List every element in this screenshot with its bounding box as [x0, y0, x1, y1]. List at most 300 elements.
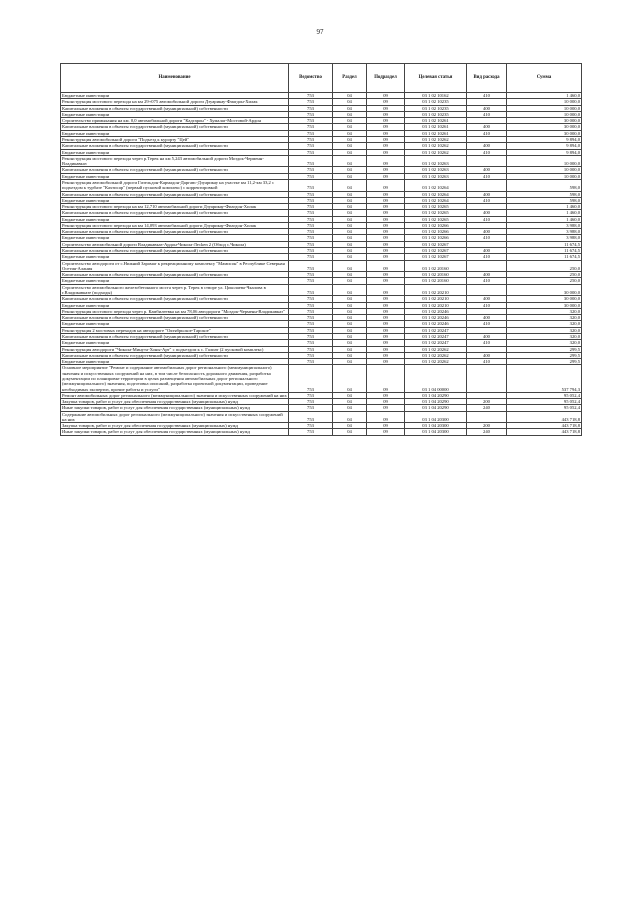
cell-target-code: 03 1 02 10261 [405, 124, 467, 130]
cell-subsection: 09 [367, 392, 405, 398]
cell-subsection: 09 [367, 210, 405, 216]
table-row [61, 260, 582, 272]
header-section: Раздел [333, 64, 367, 93]
cell-section: 04 [333, 248, 367, 254]
cell-section: 04 [333, 278, 367, 284]
cell-section: 04 [333, 302, 367, 308]
cell-expense-type [467, 260, 507, 272]
cell-subsection: 09 [367, 278, 405, 284]
cell-target-code: 03 1 02 10264 [405, 179, 467, 191]
cell-dept: 753 [289, 429, 333, 435]
cell-target-code: 03 1 02 10261 [405, 118, 467, 124]
cell-expense-type: 400 [467, 210, 507, 216]
cell-section: 04 [333, 429, 367, 435]
cell-sum: 10 000,0 [507, 111, 582, 117]
cell-sum: 250,0 [507, 260, 582, 272]
cell-subsection: 09 [367, 149, 405, 155]
cell-target-code: 03 1 04 20290 [405, 392, 467, 398]
cell-expense-type: 410 [467, 302, 507, 308]
cell-subsection: 09 [367, 429, 405, 435]
cell-sum: 10 000,0 [507, 167, 582, 173]
cell-target-code: 03 1 02 10235 [405, 99, 467, 105]
cell-expense-type: 410 [467, 197, 507, 203]
cell-expense-type: 400 [467, 296, 507, 302]
cell-target-code: 03 1 02 20262 [405, 359, 467, 365]
cell-section: 04 [333, 241, 367, 247]
cell-sum: 320,0 [507, 308, 582, 314]
cell-sum: 95 052,4 [507, 399, 582, 405]
cell-sum: 3 988,0 [507, 222, 582, 228]
cell-sum: 30 000,0 [507, 284, 582, 296]
cell-dept: 753 [289, 167, 333, 173]
cell-sum: 30 000,0 [507, 302, 582, 308]
cell-expense-type: 410 [467, 173, 507, 179]
cell-subsection: 09 [367, 315, 405, 321]
table-row [61, 284, 582, 296]
cell-subsection: 09 [367, 111, 405, 117]
cell-subsection: 09 [367, 365, 405, 392]
cell-target-code: 03 1 02 10262 [405, 149, 467, 155]
cell-expense-type: 400 [467, 167, 507, 173]
cell-name: Закупка товаров, работ и услуг для обеспечения государственных (муниципальных) нужд [61, 423, 289, 429]
cell-subsection: 09 [367, 248, 405, 254]
cell-sum: 598,0 [507, 191, 582, 197]
cell-name: Капитальные вложения в объекты государственной (муниципальной) собственности [61, 272, 289, 278]
cell-section: 04 [333, 365, 367, 392]
cell-sum: 1 460,0 [507, 204, 582, 210]
cell-name: Бюджетные инвестиции [61, 93, 289, 99]
cell-subsection: 09 [367, 399, 405, 405]
cell-dept: 753 [289, 333, 333, 339]
cell-subsection: 09 [367, 333, 405, 339]
cell-dept: 753 [289, 210, 333, 216]
cell-subsection: 09 [367, 321, 405, 327]
cell-sum: 443 718,8 [507, 423, 582, 429]
cell-section: 04 [333, 327, 367, 333]
cell-expense-type: 410 [467, 216, 507, 222]
cell-dept: 753 [289, 222, 333, 228]
cell-dept: 753 [289, 204, 333, 210]
cell-sum: 3 988,0 [507, 229, 582, 235]
cell-expense-type: 400 [467, 315, 507, 321]
cell-name: Бюджетные инвестиции [61, 216, 289, 222]
cell-dept: 753 [289, 365, 333, 392]
cell-name: Бюджетные инвестиции [61, 278, 289, 284]
table-row [61, 365, 582, 392]
cell-sum: 250,0 [507, 278, 582, 284]
cell-target-code: 03 1 02 10265 [405, 204, 467, 210]
cell-sum: 30 000,0 [507, 296, 582, 302]
cell-name: Реконструкция мостового перехода на км 14,093 автомобильной дороги Дзуарикау-Фиагдон-Хилак [61, 222, 289, 228]
cell-sum: 299,5 [507, 359, 582, 365]
cell-expense-type [467, 179, 507, 191]
cell-target-code: 03 1 02 20160 [405, 278, 467, 284]
cell-dept: 753 [289, 216, 333, 222]
cell-target-code: 03 1 04 20300 [405, 423, 467, 429]
cell-subsection: 09 [367, 272, 405, 278]
cell-expense-type: 400 [467, 229, 507, 235]
cell-sum: 299,5 [507, 352, 582, 358]
cell-name: Капитальные вложения в объекты государственной (муниципальной) собственности [61, 167, 289, 173]
cell-sum: 9 894,0 [507, 149, 582, 155]
cell-subsection: 09 [367, 296, 405, 302]
cell-section: 04 [333, 179, 367, 191]
cell-subsection: 09 [367, 235, 405, 241]
cell-sum: 30 000,0 [507, 118, 582, 124]
cell-dept: 753 [289, 155, 333, 167]
cell-sum: 1 460,0 [507, 216, 582, 222]
cell-sum: 443 718,8 [507, 429, 582, 435]
cell-section: 04 [333, 216, 367, 222]
cell-target-code: 03 1 02 10262 [405, 136, 467, 142]
cell-dept: 753 [289, 315, 333, 321]
cell-subsection: 09 [367, 229, 405, 235]
table-header-row [61, 64, 582, 93]
cell-section: 04 [333, 411, 367, 423]
cell-sum: 1 460,0 [507, 93, 582, 99]
cell-name: Капитальные вложения в объекты государственной (муниципальной) собственности [61, 315, 289, 321]
cell-expense-type: 410 [467, 254, 507, 260]
cell-target-code: 03 1 02 20262 [405, 346, 467, 352]
cell-section: 04 [333, 111, 367, 117]
cell-name: Капитальные вложения в объекты государственной (муниципальной) собственности [61, 229, 289, 235]
cell-name: Строительство автомобильной дороги Владикавказ-Ардон-Чикола-Лесken 2 (Обход с.Чикола) [61, 241, 289, 247]
cell-dept: 753 [289, 111, 333, 117]
cell-expense-type: 410 [467, 278, 507, 284]
cell-expense-type [467, 411, 507, 423]
cell-name: Капитальные вложения в объекты государственной (муниципальной) собственности [61, 248, 289, 254]
cell-sum: 10 000,0 [507, 155, 582, 167]
cell-name: Бюджетные инвестиции [61, 130, 289, 136]
cell-sum: 3 988,0 [507, 235, 582, 241]
cell-section: 04 [333, 321, 367, 327]
cell-expense-type: 400 [467, 248, 507, 254]
cell-name: Реконструкция мостового перехода на км 29+075 автомобильной дороги Дзуарикау-Фиагдон-Хилак [61, 99, 289, 105]
cell-subsection: 09 [367, 167, 405, 173]
cell-name: Реконструкция мостового перехода на км 12,710 автомобильной дороги Дзуарикау-Фиагдон-Хилак [61, 204, 289, 210]
cell-section: 04 [333, 167, 367, 173]
cell-sum: 320,0 [507, 327, 582, 333]
cell-section: 04 [333, 272, 367, 278]
cell-expense-type: 400 [467, 105, 507, 111]
cell-section: 04 [333, 260, 367, 272]
cell-target-code: 03 1 02 20160 [405, 260, 467, 272]
cell-name: Бюджетные инвестиции [61, 197, 289, 203]
cell-section: 04 [333, 105, 367, 111]
cell-sum: 443 718,8 [507, 411, 582, 423]
cell-subsection: 09 [367, 260, 405, 272]
cell-target-code: 03 1 02 10266 [405, 222, 467, 228]
cell-dept: 753 [289, 359, 333, 365]
cell-expense-type [467, 155, 507, 167]
cell-name: Бюджетные инвестиции [61, 235, 289, 241]
cell-name: Капитальные вложения в объекты государственной (муниципальной) собственности [61, 210, 289, 216]
cell-subsection: 09 [367, 118, 405, 124]
cell-name: Капитальные вложения в объекты государственной (муниципальной) собственности [61, 352, 289, 358]
cell-target-code: 03 1 02 10162 [405, 93, 467, 99]
cell-subsection: 09 [367, 143, 405, 149]
cell-dept: 753 [289, 405, 333, 411]
cell-target-code: 03 1 02 10266 [405, 229, 467, 235]
cell-dept: 753 [289, 284, 333, 296]
cell-expense-type: 200 [467, 399, 507, 405]
header-sum: Сумма [507, 64, 582, 93]
cell-dept: 753 [289, 296, 333, 302]
cell-target-code: 03 1 02 10265 [405, 210, 467, 216]
header-name: Наименование [61, 64, 289, 93]
cell-subsection: 09 [367, 411, 405, 423]
cell-sum: 9 894,0 [507, 136, 582, 142]
cell-subsection: 09 [367, 327, 405, 333]
cell-name: Капитальные вложения в объекты государственной (муниципальной) собственности [61, 124, 289, 130]
cell-expense-type: 240 [467, 405, 507, 411]
cell-sum: 30 000,0 [507, 124, 582, 130]
cell-section: 04 [333, 173, 367, 179]
cell-expense-type: 410 [467, 359, 507, 365]
cell-target-code: 03 1 02 10267 [405, 248, 467, 254]
cell-subsection: 09 [367, 191, 405, 197]
cell-name: Капитальные вложения в объекты государственной (муниципальной) собственности [61, 143, 289, 149]
cell-dept: 753 [289, 241, 333, 247]
cell-dept: 753 [289, 143, 333, 149]
cell-section: 04 [333, 352, 367, 358]
cell-target-code: 03 1 04 00000 [405, 365, 467, 392]
cell-expense-type: 410 [467, 340, 507, 346]
cell-section: 04 [333, 229, 367, 235]
cell-dept: 753 [289, 411, 333, 423]
cell-expense-type: 400 [467, 333, 507, 339]
cell-target-code: 03 1 02 10265 [405, 216, 467, 222]
cell-target-code: 03 1 02 10264 [405, 191, 467, 197]
cell-target-code: 03 1 02 20247 [405, 333, 467, 339]
cell-section: 04 [333, 296, 367, 302]
cell-subsection: 09 [367, 130, 405, 136]
cell-sum: 11 674,5 [507, 254, 582, 260]
cell-subsection: 09 [367, 340, 405, 346]
cell-section: 04 [333, 130, 367, 136]
cell-sum: 11 674,5 [507, 241, 582, 247]
cell-target-code: 03 1 02 20246 [405, 308, 467, 314]
cell-dept: 753 [289, 392, 333, 398]
cell-dept: 753 [289, 99, 333, 105]
cell-subsection: 09 [367, 254, 405, 260]
cell-name: Реконструкция 2 мостовых переходов на автодороге "Октябрьское-Тарское" [61, 327, 289, 333]
cell-name: Бюджетные инвестиции [61, 359, 289, 365]
cell-expense-type: 400 [467, 352, 507, 358]
cell-dept: 753 [289, 272, 333, 278]
cell-sum: 10 000,0 [507, 105, 582, 111]
cell-sum: 537 794,3 [507, 365, 582, 392]
cell-name: Иные закупки товаров, работ и услуг для обеспечения государственных (муниципальных) нужд [61, 405, 289, 411]
cell-dept: 753 [289, 118, 333, 124]
cell-dept: 753 [289, 340, 333, 346]
cell-target-code: 03 1 02 20247 [405, 327, 467, 333]
cell-target-code: 03 1 02 20262 [405, 352, 467, 358]
cell-dept: 753 [289, 191, 333, 197]
cell-name: Бюджетные инвестиции [61, 302, 289, 308]
cell-dept: 753 [289, 254, 333, 260]
cell-dept: 753 [289, 179, 333, 191]
cell-sum: 1 460,0 [507, 210, 582, 216]
cell-name: Реконструкция автодороги "Чикола-Минута-Хоны-Арт" с подъездом к с. Галиат (2 пусковой комплекс) [61, 346, 289, 352]
cell-target-code: 03 1 02 10267 [405, 254, 467, 260]
cell-name: Бюджетные инвестиции [61, 111, 289, 117]
cell-subsection: 09 [367, 99, 405, 105]
cell-target-code: 03 1 02 20246 [405, 321, 467, 327]
cell-section: 04 [333, 254, 367, 260]
cell-name: Реконструкция мостового перехода через р.Терек на км 5,243 автомобильной дороги Моздок-Черменн-Владикавказ [61, 155, 289, 167]
cell-target-code: 03 1 02 20210 [405, 296, 467, 302]
cell-dept: 753 [289, 352, 333, 358]
cell-section: 04 [333, 93, 367, 99]
cell-expense-type: 400 [467, 124, 507, 130]
cell-section: 04 [333, 124, 367, 130]
cell-section: 04 [333, 136, 367, 142]
cell-expense-type [467, 284, 507, 296]
cell-expense-type: 410 [467, 93, 507, 99]
cell-section: 04 [333, 392, 367, 398]
cell-subsection: 09 [367, 352, 405, 358]
header-target-code: Целевая статья [405, 64, 467, 93]
cell-section: 04 [333, 315, 367, 321]
cell-target-code: 03 1 04 20290 [405, 399, 467, 405]
cell-expense-type: 410 [467, 111, 507, 117]
cell-target-code: 03 1 02 10263 [405, 167, 467, 173]
cell-subsection: 09 [367, 173, 405, 179]
cell-subsection: 09 [367, 308, 405, 314]
cell-subsection: 09 [367, 284, 405, 296]
cell-section: 04 [333, 308, 367, 314]
cell-section: 04 [333, 155, 367, 167]
cell-section: 04 [333, 191, 367, 197]
cell-name: Иные закупки товаров, работ и услуг для обеспечения государственных (муниципальных) нужд [61, 429, 289, 435]
cell-dept: 753 [289, 149, 333, 155]
cell-section: 04 [333, 210, 367, 216]
cell-expense-type: 410 [467, 130, 507, 136]
cell-target-code: 03 1 04 20290 [405, 405, 467, 411]
cell-dept: 753 [289, 399, 333, 405]
cell-subsection: 09 [367, 204, 405, 210]
cell-section: 04 [333, 340, 367, 346]
cell-section: 04 [333, 333, 367, 339]
cell-section: 04 [333, 399, 367, 405]
cell-name: Бюджетные инвестиции [61, 173, 289, 179]
cell-sum: 11 674,5 [507, 248, 582, 254]
cell-sum: 30 000,0 [507, 130, 582, 136]
cell-subsection: 09 [367, 359, 405, 365]
cell-name: Капитальные вложения в объекты государственной (муниципальной) собственности [61, 191, 289, 197]
cell-name: Реконструкция автомобильной дороги Гизельдон-Кармадон-Даргавс-Дзуарикау на участке км 11,2-км 33,2 с подъездом к турбазе "Кахтисар" (первый пусковой комплекс) с корректировкой [61, 179, 289, 191]
cell-sum: 10 000,0 [507, 99, 582, 105]
cell-name: Строительство автодороги от с.Нижний Зарамаг к рекреационному комплексу "Мамисон" в Республике Северная Осетия-Алания [61, 260, 289, 272]
cell-dept: 753 [289, 93, 333, 99]
cell-sum: 10 000,0 [507, 173, 582, 179]
table-row [61, 429, 582, 435]
cell-subsection: 09 [367, 405, 405, 411]
cell-sum: 250,0 [507, 272, 582, 278]
cell-section: 04 [333, 423, 367, 429]
cell-target-code: 03 1 02 10235 [405, 111, 467, 117]
cell-expense-type: 400 [467, 191, 507, 197]
cell-expense-type: 200 [467, 423, 507, 429]
cell-section: 04 [333, 284, 367, 296]
cell-target-code: 03 1 02 20210 [405, 284, 467, 296]
cell-target-code: 03 1 02 10267 [405, 241, 467, 247]
cell-expense-type: 240 [467, 429, 507, 435]
cell-dept: 753 [289, 124, 333, 130]
cell-target-code: 03 1 02 10264 [405, 197, 467, 203]
header-expense-type: Вид расхода [467, 64, 507, 93]
cell-sum: 320,0 [507, 315, 582, 321]
cell-dept: 753 [289, 229, 333, 235]
cell-sum: 320,0 [507, 340, 582, 346]
cell-target-code: 03 1 02 10235 [405, 105, 467, 111]
cell-target-code: 03 1 02 10261 [405, 130, 467, 136]
cell-subsection: 09 [367, 302, 405, 308]
cell-subsection: 09 [367, 241, 405, 247]
cell-expense-type: 400 [467, 143, 507, 149]
cell-target-code: 03 1 02 10263 [405, 173, 467, 179]
cell-subsection: 09 [367, 124, 405, 130]
cell-subsection: 09 [367, 197, 405, 203]
cell-section: 04 [333, 405, 367, 411]
table-row [61, 411, 582, 423]
cell-name: Ремонт автомобильных дорог регионального (межмуниципального) значения и искусственных сооружений на них [62, 392, 287, 398]
cell-dept: 753 [289, 248, 333, 254]
cell-dept: 753 [289, 278, 333, 284]
cell-expense-type: 410 [467, 235, 507, 241]
cell-target-code: 03 1 04 20300 [405, 429, 467, 435]
cell-target-code: 03 1 02 10262 [405, 143, 467, 149]
cell-dept: 753 [289, 423, 333, 429]
cell-target-code: 03 1 02 20247 [405, 340, 467, 346]
cell-name: Реконструкция мостового перехода через р. Камбилеевка на км 78,06 автодороги "Моздок-Черменн-Владикавказ" [61, 308, 289, 314]
cell-subsection: 09 [367, 179, 405, 191]
header-subsection: Подраздел [367, 64, 405, 93]
cell-section: 04 [333, 149, 367, 155]
cell-dept: 753 [289, 302, 333, 308]
cell-dept: 753 [289, 130, 333, 136]
cell-section: 04 [333, 222, 367, 228]
cell-dept: 753 [289, 327, 333, 333]
cell-name: Строительство примыкания на км. 0,0 автомобильной дороги "Кадгарон" - Хумалаг-Мостовой-Ардон [61, 118, 289, 124]
cell-dept: 753 [289, 136, 333, 142]
cell-expense-type: 410 [467, 321, 507, 327]
cell-name: Закупка товаров, работ и услуг для обеспечения государственных (муниципальных) нужд [61, 399, 289, 405]
cell-name: Строительство автомобильного железобетонного моста через р. Терек в створе ул. Цоколаева-Чкалова в г.Владикавказе (подходы) [61, 284, 289, 296]
cell-section: 04 [333, 197, 367, 203]
cell-expense-type [467, 365, 507, 392]
cell-sum: 320,0 [507, 333, 582, 339]
cell-subsection: 09 [367, 222, 405, 228]
cell-name: Бюджетные инвестиции [61, 321, 289, 327]
cell-section: 04 [333, 143, 367, 149]
cell-subsection: 09 [367, 136, 405, 142]
cell-name: Капитальные вложения в объекты государственной (муниципальной) собственности [61, 105, 289, 111]
cell-subsection: 09 [367, 93, 405, 99]
cell-subsection: 09 [367, 155, 405, 167]
cell-dept: 753 [289, 105, 333, 111]
cell-sum: 299,5 [507, 346, 582, 352]
cell-target-code: 03 1 02 10266 [405, 235, 467, 241]
table-row [61, 155, 582, 167]
cell-dept: 753 [289, 173, 333, 179]
cell-name: Бюджетные инвестиции [61, 340, 289, 346]
cell-name: Реконструкция автомобильной дороги "Подъезд к курорту "Цей" [61, 136, 289, 142]
cell-subsection: 09 [367, 105, 405, 111]
table-row [61, 179, 582, 191]
cell-dept: 753 [289, 346, 333, 352]
